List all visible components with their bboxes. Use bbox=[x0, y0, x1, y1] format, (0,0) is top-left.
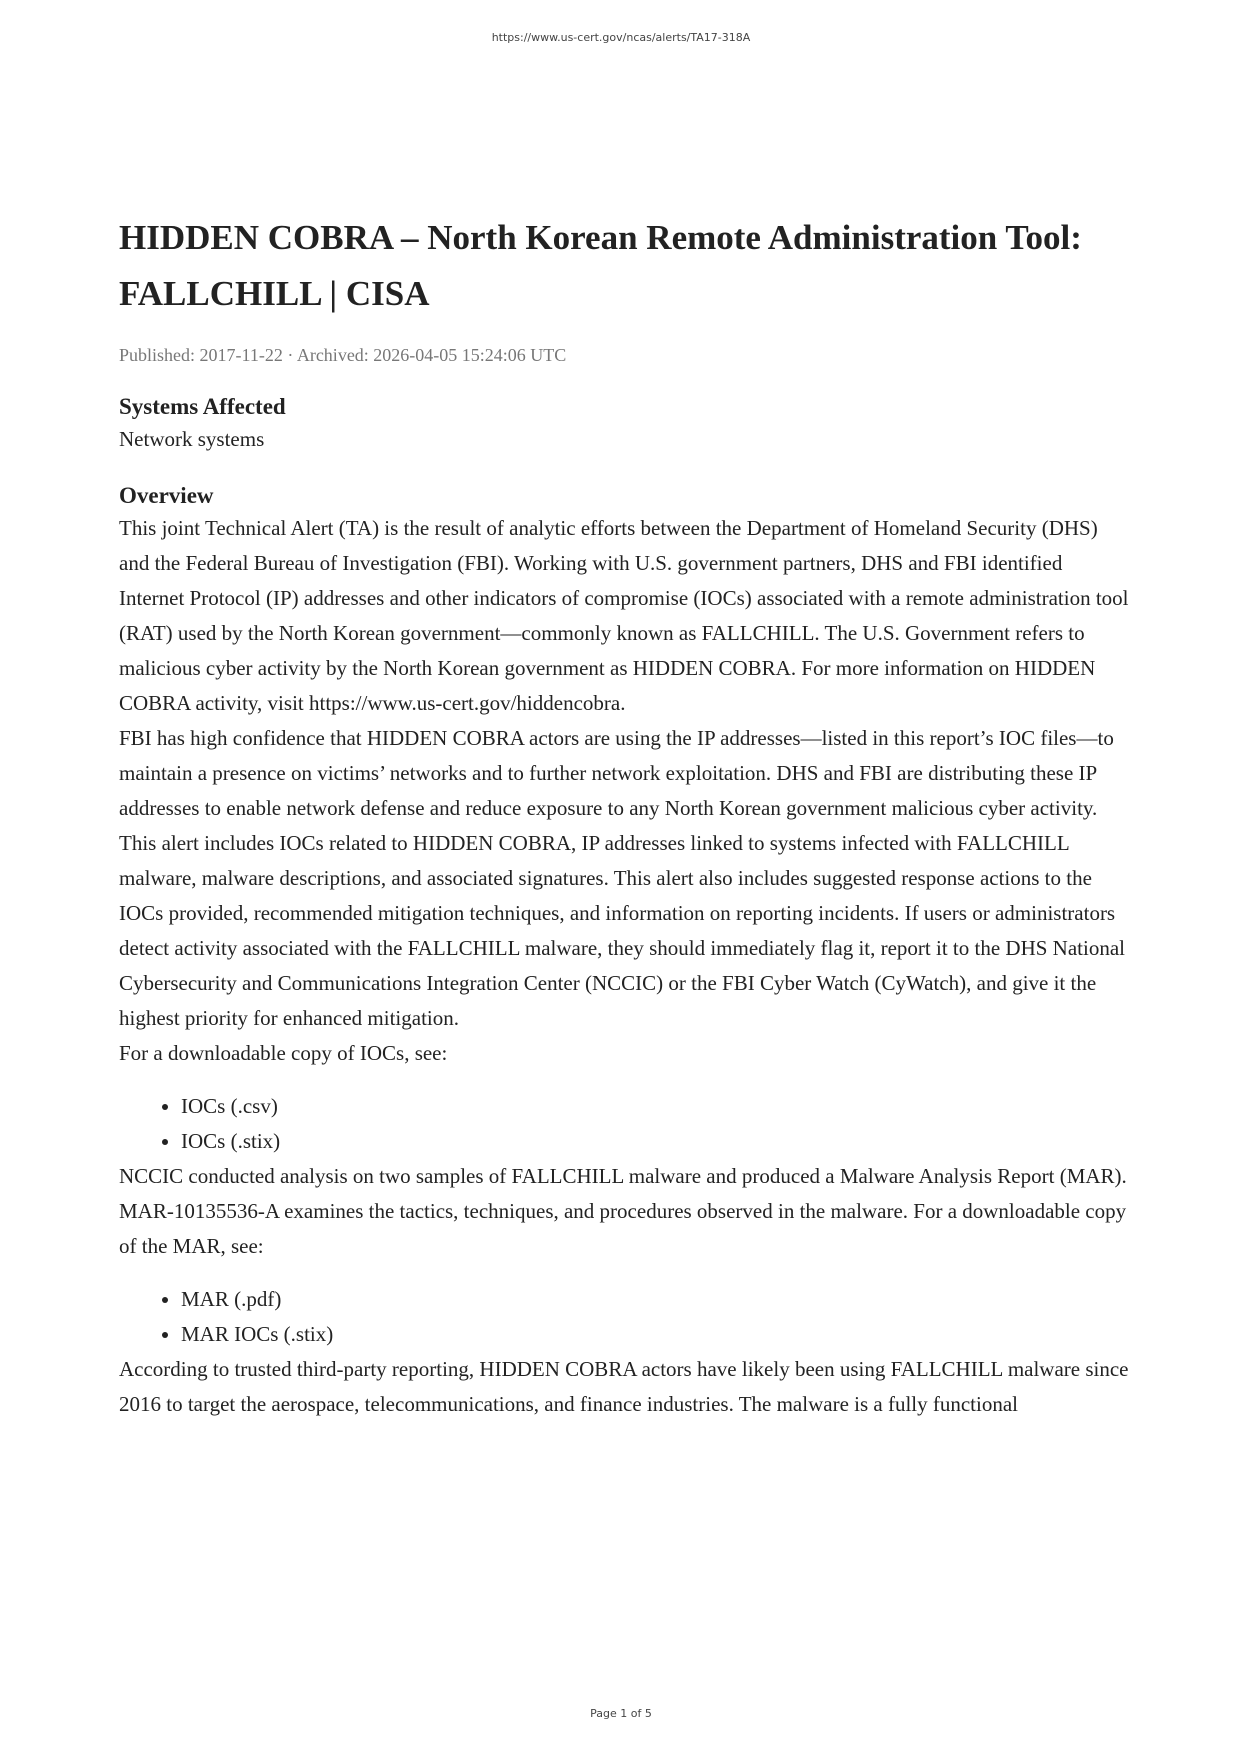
ioc-download-list bbox=[119, 1089, 1129, 1159]
article-content bbox=[119, 210, 1129, 1422]
overview-paragraph-4: For a downloadable copy of IOCs, see: bbox=[119, 1041, 448, 1065]
ioc-stix-link[interactable]: • IOCs (.stix) bbox=[181, 1124, 1129, 1159]
overview-paragraph-3: This alert includes IOCs related to HIDDEN COBRA, IP addresses linked to systems infected with FALLCHILL malware, malware descriptions, and associated signatures. This alert also includes suggested response actions to the IOCs provided, recommended mitigation techniques, and information on reporting incidents. If users or administrators detect activity associated with the FALLCHILL malware, they should immediately flag it, report it to the DHS National Cybersecurity and Communications Integration Center (NCCIC) or the FBI Cyber Watch (CyWatch), and give it the highest priority for enhanced mitigation. bbox=[119, 831, 1125, 1030]
mar-stix-link[interactable]: • MAR IOCs (.stix) bbox=[181, 1317, 1129, 1352]
page-url-header: https://www.us-cert.gov/ncas/alerts/TA17-318A bbox=[491, 31, 751, 44]
page-number-footer: Page 1 of 5 bbox=[590, 1707, 652, 1720]
ioc-csv-link[interactable]: • IOCs (.csv) bbox=[181, 1089, 1129, 1124]
overview-paragraph-2: FBI has high confidence that HIDDEN COBRA actors are using the IP addresses—listed in this report’s IOC files—to maintain a presence on victims’ networks and to further network exploitation. DHS and FBI are distributing these IP addresses to enable network defense and reduce exposure to any North Korean government malicious cyber activity. bbox=[119, 726, 1114, 820]
mar-download-list bbox=[119, 1282, 1129, 1352]
mar-pdf-link[interactable]: • MAR (.pdf) bbox=[181, 1282, 1129, 1317]
page-title: HIDDEN COBRA – North Korean Remote Administration Tool: FALLCHILL | CISA bbox=[119, 218, 1082, 313]
systems-affected-heading: Systems Affected bbox=[119, 394, 286, 419]
systems-affected-text: Network systems bbox=[119, 427, 265, 451]
overview-paragraph-6: According to trusted third-party reporting, HIDDEN COBRA actors have likely been using FALLCHILL malware since 2016 to target the aerospace, telecommunications, and finance industries. The malware is a fully functional bbox=[119, 1357, 1129, 1416]
overview-paragraph-1: This joint Technical Alert (TA) is the result of analytic efforts between the Department of Homeland Security (DHS) and the Federal Bureau of Investigation (FBI). Working with U.S. government partners, DHS and FBI identified Internet Protocol (IP) addresses and other indicators of compromise (IOCs) associated with a remote administration tool (RAT) used by the North Korean government—commonly known as FALLCHILL. The U.S. Government refers to malicious cyber activity by the North Korean government as HIDDEN COBRA. For more information on HIDDEN COBRA activity, visit https://www.us-cert.gov/hiddencobra. bbox=[119, 516, 1129, 715]
publish-meta: Published: 2017-11-22 · Archived: 2026-04-05 15:24:06 UTC bbox=[119, 345, 567, 365]
overview-heading: Overview bbox=[119, 483, 214, 508]
overview-paragraph-5: NCCIC conducted analysis on two samples of FALLCHILL malware and produced a Malware Analysis Report (MAR). MAR-10135536-A examines the tactics, techniques, and procedures observed in the malware. For a downloadable copy of the MAR, see: bbox=[119, 1164, 1127, 1258]
